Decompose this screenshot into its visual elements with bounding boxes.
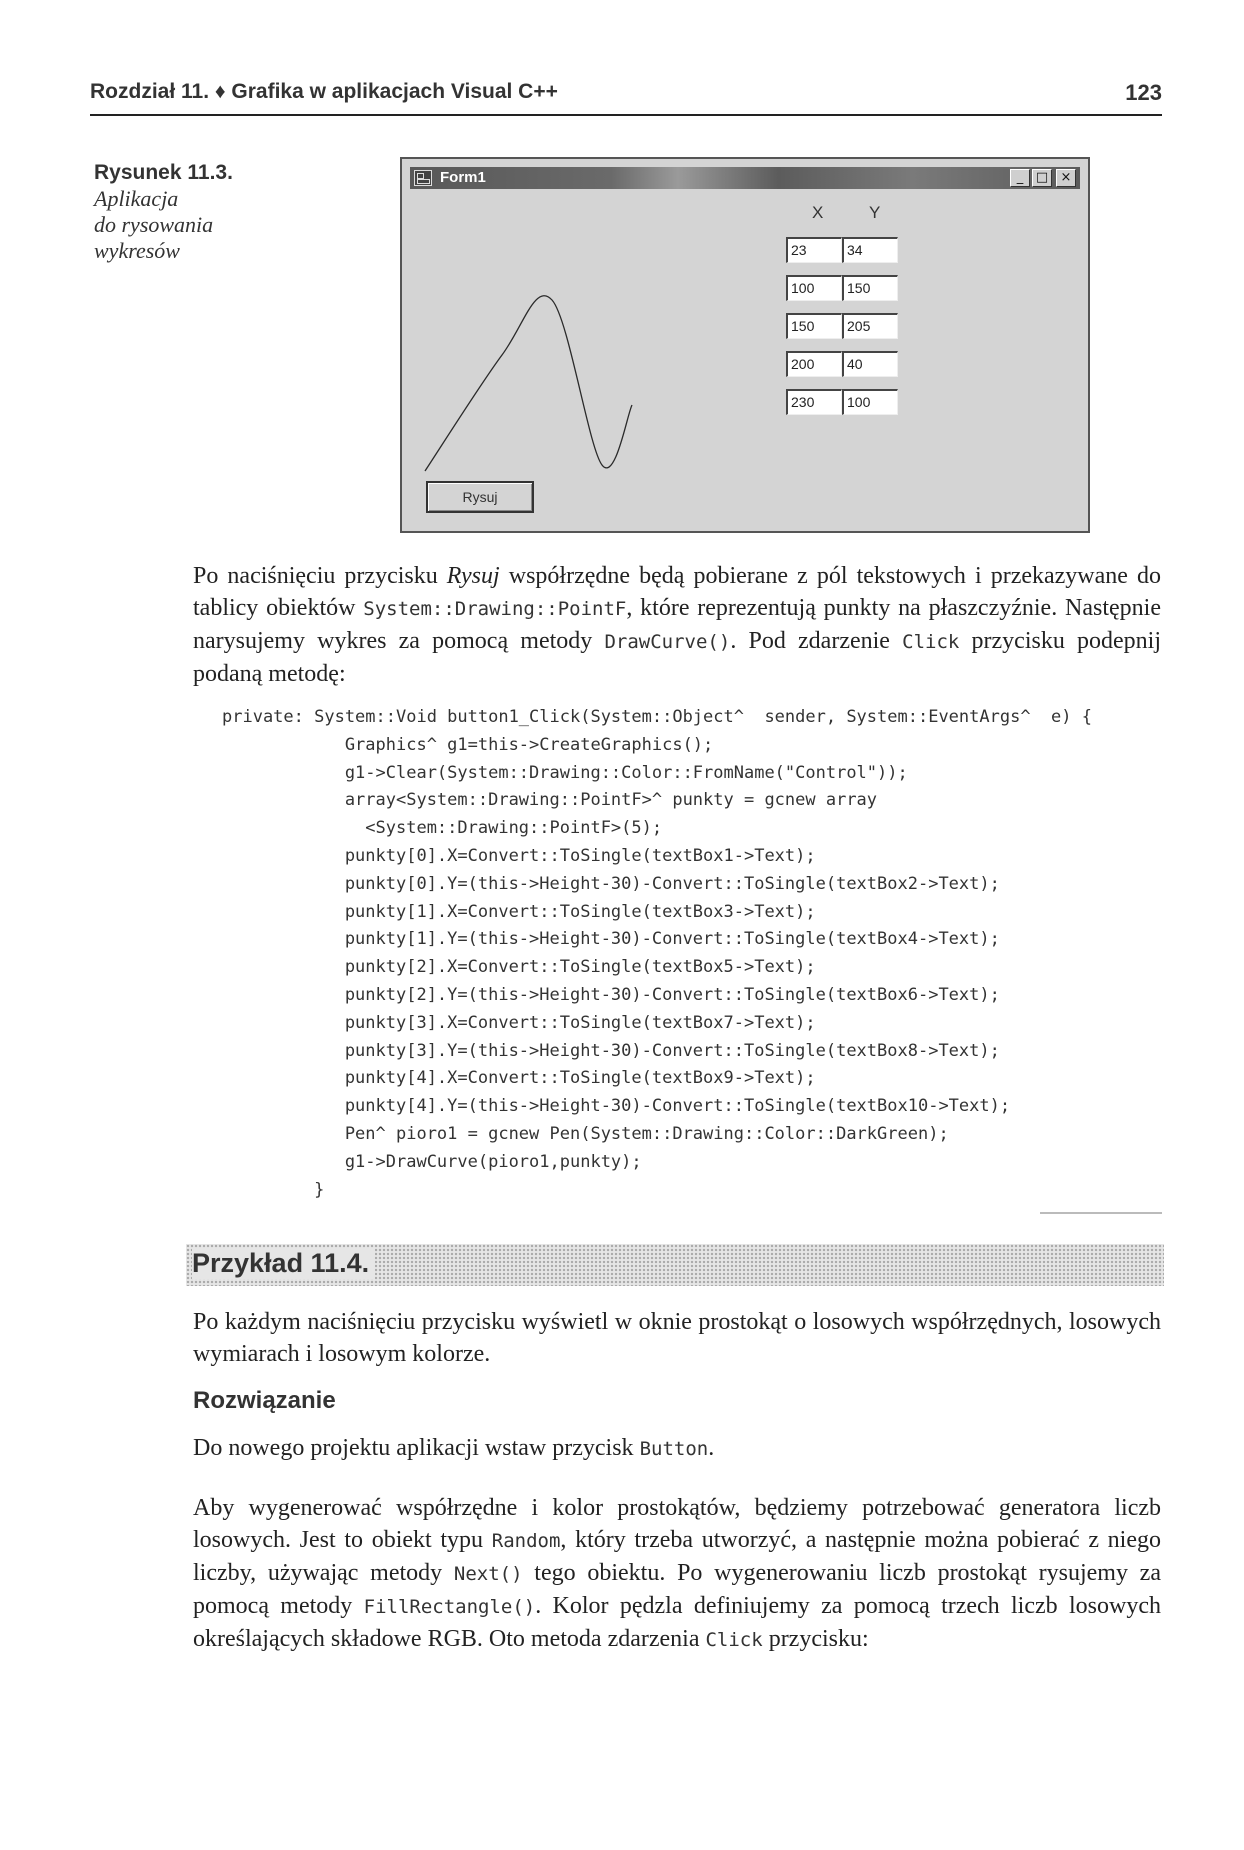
code-line: punkty[2].Y=(this->Height-30)-Convert::ToSingle(textBox6->Text); <box>344 984 1000 1005</box>
code-line: punkty[2].X=Convert::ToSingle(textBox5->Text); <box>344 957 816 978</box>
x-input-5[interactable]: 230 <box>786 389 842 415</box>
code-line: punkty[4].Y=(this->Height-30)-Convert::ToSingle(textBox10->Text); <box>344 1096 1011 1117</box>
text: przycisku: <box>762 1626 869 1652</box>
y-input-1[interactable]: 34 <box>842 237 898 263</box>
y-input-4[interactable]: 40 <box>842 351 898 377</box>
text: . <box>708 1435 715 1461</box>
rysuj-button[interactable]: Rysuj <box>426 481 534 513</box>
x-input-4[interactable]: 200 <box>786 351 842 377</box>
solution-paragraph-1 <box>193 1432 1161 1465</box>
text: Do nowego projektu aplikacji wstaw przycisk <box>193 1435 640 1461</box>
code-line: punkty[0].X=Convert::ToSingle(textBox1->Text); <box>344 845 816 866</box>
inline-code: DrawCurve() <box>604 631 731 653</box>
example-heading <box>186 1244 1164 1286</box>
code-listing <box>222 704 1182 1204</box>
inline-code: Click <box>902 631 960 653</box>
code-line: punkty[1].X=Convert::ToSingle(textBox3->Text); <box>344 901 816 922</box>
inline-code: Next() <box>453 1563 523 1585</box>
form-icon <box>414 170 432 186</box>
x-input-3[interactable]: 150 <box>786 313 842 339</box>
text: Aby wygenerować współrzędne i kolor prostokątów, będziemy potrzebować generatora liczb losowych. Jest to obiekt typu <box>193 1495 1161 1553</box>
caption-line: Aplikacja <box>94 186 179 211</box>
caption-line: do rysowania <box>94 212 214 237</box>
x-input-1[interactable]: 23 <box>786 237 842 263</box>
code-line: Graphics^ g1=this->CreateGraphics(); <box>344 734 714 755</box>
close-button[interactable]: × <box>1056 169 1076 187</box>
y-input-2[interactable]: 150 <box>842 275 898 301</box>
example-body: Po każdym naciśnięciu przycisku wyświetl w oknie prostokąt o losowych współrzędnych, losowych wymiarach i losowym kolorze. <box>193 1309 1161 1367</box>
code-line: punkty[0].Y=(this->Height-30)-Convert::ToSingle(textBox2->Text); <box>344 873 1000 894</box>
code-line: private: System::Void button1_Click(System::Object^ sender, System::EventArgs^ e) { <box>222 707 1092 727</box>
x-input-2[interactable]: 100 <box>786 275 842 301</box>
solution-heading: Rozwiązanie <box>193 1387 336 1414</box>
drawn-curve <box>425 296 632 471</box>
listing-end-rule <box>1040 1212 1162 1214</box>
text: współrzędne będą pobierane z pól tekstowych i przekazywane do tablicy obiektów <box>193 563 1161 621</box>
y-input-5[interactable]: 100 <box>842 389 898 415</box>
inline-code: Click <box>705 1629 763 1651</box>
text: , które reprezentują punkty na płaszczyźnie. Następnie narysujemy wykres za pomocą metody <box>193 595 1161 654</box>
caption-line: wykresów <box>94 238 180 263</box>
text: tego obiektu. Po wygenerowaniu liczb prostokąt rysujemy za pomocą metody <box>193 1560 1161 1619</box>
code-line: punkty[3].Y=(this->Height-30)-Convert::ToSingle(textBox8->Text); <box>344 1040 1000 1061</box>
minimize-button[interactable]: _ <box>1010 169 1030 187</box>
code-line: } <box>222 1179 325 1200</box>
curve-canvas <box>402 191 1088 531</box>
running-title: Rozdział 11. ♦ Grafika w aplikacjach Visual C++ <box>90 80 558 103</box>
text: . Kolor pędzla definiujemy za pomocą trzech liczb losowych określających składowe RGB. Oto metoda zdarzenia <box>193 1593 1161 1652</box>
text: przycisku podepnij podaną metodę: <box>193 628 1161 687</box>
text: Po naciśnięciu przycisku <box>193 563 447 589</box>
column-header-y: Y <box>869 203 881 222</box>
maximize-button[interactable]: □ <box>1032 169 1052 187</box>
code-line: Pen^ pioro1 = gcnew Pen(System::Drawing::Color::DarkGreen); <box>344 1123 949 1144</box>
text: . Pod zdarzenie <box>730 628 903 654</box>
code-line: punkty[3].X=Convert::ToSingle(textBox7->Text); <box>344 1012 816 1033</box>
figure-caption <box>94 160 294 264</box>
code-line: array<System::Drawing::PointF>^ punkty = gcnew array <box>344 790 878 811</box>
figure-number: Rysunek 11.3. <box>94 161 233 184</box>
running-header <box>90 74 1162 116</box>
inline-code: Random <box>491 1530 561 1552</box>
inline-code: Button <box>639 1438 709 1460</box>
code-line: punkty[4].X=Convert::ToSingle(textBox9->Text); <box>344 1068 816 1089</box>
paragraph-intro <box>193 560 1161 690</box>
page-number: 123 <box>1125 80 1162 105</box>
inline-code: FillRectangle() <box>363 1596 536 1618</box>
code-line: punkty[1].Y=(this->Height-30)-Convert::ToSingle(textBox4->Text); <box>344 929 1000 950</box>
code-line: g1->Clear(System::Drawing::Color::FromName("Control")); <box>344 762 908 783</box>
column-header-x: X <box>812 203 824 222</box>
y-input-3[interactable]: 205 <box>842 313 898 339</box>
code-line: g1->DrawCurve(pioro1,punkty); <box>344 1151 642 1172</box>
example-title: Przykład 11.4. <box>192 1248 375 1279</box>
emphasis-rysuj: Rysuj <box>446 563 500 589</box>
window-title: Form1 <box>440 169 486 186</box>
title-bar[interactable] <box>410 167 1080 189</box>
app-window-screenshot <box>400 157 1090 533</box>
inline-code: System::Drawing::PointF <box>363 598 627 620</box>
text: , który trzeba utworzyć, a następnie można pobierać z niego liczby, używając metody <box>193 1527 1161 1586</box>
code-line: <System::Drawing::PointF>(5); <box>365 818 663 839</box>
solution-paragraph-2 <box>193 1492 1161 1656</box>
